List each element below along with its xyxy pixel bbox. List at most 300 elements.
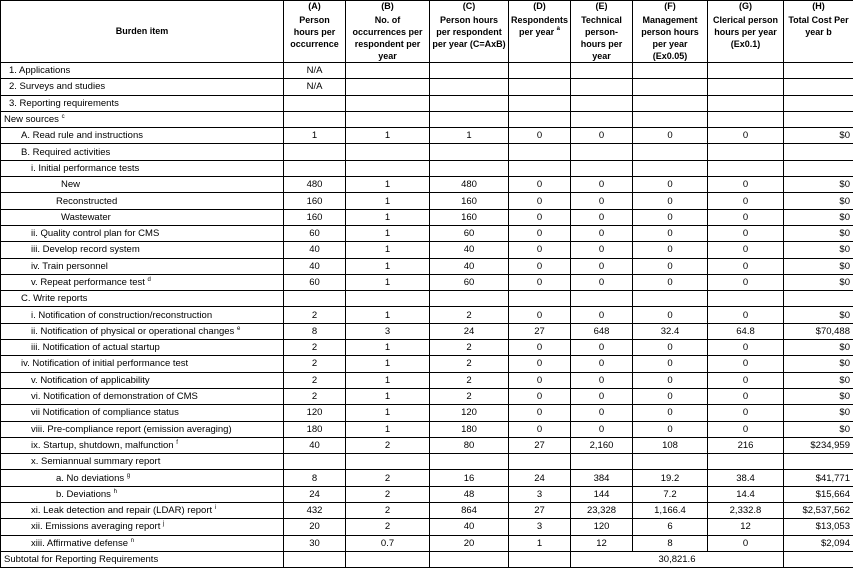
value-cell: 24 [509,470,571,486]
value-cell [509,144,571,160]
value-cell: 0 [509,193,571,209]
value-cell [633,454,708,470]
value-cell: $0 [784,307,853,323]
value-cell [633,160,708,176]
value-cell: 2 [430,340,509,356]
value-cell: 0 [708,274,784,290]
value-cell: 0 [571,356,633,372]
value-cell: 0 [633,388,708,404]
value-cell: 24 [284,486,346,502]
value-cell [784,291,853,307]
header-col-letter: (B) [346,1,430,15]
value-cell [430,95,509,111]
value-cell: $2,094 [784,535,853,551]
table-row [1,372,853,388]
value-cell: 0 [509,242,571,258]
value-cell: 1 [346,421,430,437]
value-cell: 60 [284,274,346,290]
value-cell: 120 [430,405,509,421]
value-cell: 0 [571,177,633,193]
value-cell: 1 [346,372,430,388]
value-cell: 0 [509,177,571,193]
value-cell: $0 [784,356,853,372]
value-cell: 2 [430,372,509,388]
value-cell: 1 [284,128,346,144]
value-cell: $70,488 [784,323,853,339]
value-cell [571,79,633,95]
table-row [1,470,853,486]
value-cell: 40 [430,242,509,258]
value-cell [284,291,346,307]
value-cell: 0 [633,340,708,356]
table-row [1,405,853,421]
value-cell: 0 [708,225,784,241]
value-cell: 160 [284,209,346,225]
table-row [1,388,853,404]
value-cell: 40 [284,258,346,274]
value-cell: 60 [430,225,509,241]
table-row [1,503,853,519]
value-cell: 0 [708,421,784,437]
value-cell: 0 [708,372,784,388]
value-cell: N/A [284,63,346,79]
value-cell: 2 [346,437,430,453]
value-cell: 0 [509,340,571,356]
table-row [1,144,853,160]
value-cell: 23,328 [571,503,633,519]
value-cell: 1 [346,209,430,225]
value-cell: 480 [284,177,346,193]
value-cell [633,291,708,307]
value-cell: 3 [346,323,430,339]
value-cell [633,111,708,127]
value-cell: 2 [284,356,346,372]
value-cell: 60 [284,225,346,241]
value-cell: 0 [509,225,571,241]
value-cell [571,111,633,127]
value-cell: 1 [346,274,430,290]
footnote-marker: a [556,26,560,32]
value-cell: 6 [633,519,708,535]
value-cell [346,79,430,95]
value-cell: 0 [708,258,784,274]
value-cell: 0 [633,128,708,144]
value-cell: 864 [430,503,509,519]
value-cell: 0 [708,405,784,421]
value-cell: 2 [346,503,430,519]
value-cell: $0 [784,388,853,404]
table-row [1,535,853,551]
value-cell: 0 [708,535,784,551]
value-cell: $0 [784,372,853,388]
table-row [1,63,853,79]
value-cell [346,160,430,176]
value-cell: 0 [708,307,784,323]
value-cell [571,95,633,111]
header-col-letter: (D) [509,1,571,15]
table-row [1,454,853,470]
value-cell [708,160,784,176]
value-cell: $0 [784,209,853,225]
burden-item-cell: ii. Notification of physical or operational changes $^e$ [1,323,284,339]
value-cell: 20 [430,535,509,551]
value-cell [708,144,784,160]
table-row [1,225,853,241]
value-cell: 1 [346,193,430,209]
value-cell: 1 [346,258,430,274]
value-cell: 40 [430,258,509,274]
value-cell: 0 [571,372,633,388]
value-cell: 2 [346,470,430,486]
value-cell: 12 [571,535,633,551]
value-cell [509,454,571,470]
value-cell [784,63,853,79]
value-cell: 2 [284,388,346,404]
value-cell: 0 [571,225,633,241]
value-cell: 2 [284,307,346,323]
table-row [1,111,853,127]
value-cell: 8 [633,535,708,551]
value-cell: 1 [346,356,430,372]
value-cell: 0 [633,209,708,225]
value-cell: 0 [509,258,571,274]
table-row [1,486,853,502]
burden-item-cell: ix. Startup, shutdown, malfunction $^f$ [1,437,284,453]
burden-item-cell: Wastewater [1,209,284,225]
value-cell: 0 [708,209,784,225]
value-cell [633,144,708,160]
footnote-marker: h [113,488,117,495]
value-cell [509,63,571,79]
value-cell: 432 [284,503,346,519]
value-cell: 40 [284,242,346,258]
value-cell [430,291,509,307]
value-cell: 0 [571,242,633,258]
burden-item-cell: xiii. Affirmative defense $^n$ [1,535,284,551]
value-cell: $234,959 [784,437,853,453]
value-cell [346,144,430,160]
value-cell [284,95,346,111]
value-cell: 1 [346,225,430,241]
burden-item-cell: vii Notification of compliance status [1,405,284,421]
value-cell [571,160,633,176]
value-cell: 12 [708,519,784,535]
value-cell: $0 [784,405,853,421]
value-cell: 32.4 [633,323,708,339]
value-cell: 30 [284,535,346,551]
table-row [1,95,853,111]
value-cell: 480 [430,177,509,193]
table-row [1,291,853,307]
table-row [1,79,853,95]
value-cell: 38.4 [708,470,784,486]
value-cell: 40 [284,437,346,453]
header-burden-item: Burden item [1,1,284,63]
table-row [1,160,853,176]
value-cell: 20 [284,519,346,535]
table-row [1,193,853,209]
value-cell: 1 [346,405,430,421]
value-cell [708,111,784,127]
value-cell [509,79,571,95]
footnote-marker: j [163,521,165,528]
footnote-marker: g [126,472,131,479]
value-cell: $0 [784,340,853,356]
header-col-desc: Total Cost Per year b [784,14,853,63]
header-col-desc: Person hours per occurrence [284,14,346,63]
value-cell: 0 [509,274,571,290]
header-col-desc: Respondents per year $^a$ [509,14,571,63]
value-cell: 0 [633,177,708,193]
footnote-marker: c [61,114,65,121]
value-cell: 27 [509,323,571,339]
value-cell: 384 [571,470,633,486]
burden-item-cell: xii. Emissions averaging report $^j$ [1,519,284,535]
burden-item-cell: 1. Applications [1,63,284,79]
value-cell: 40 [430,519,509,535]
value-cell: 0 [509,372,571,388]
value-cell [708,63,784,79]
value-cell: 0 [571,307,633,323]
value-cell: 0 [571,405,633,421]
value-cell: 8 [284,470,346,486]
value-cell [346,95,430,111]
value-cell [284,160,346,176]
value-cell: 0 [571,209,633,225]
burden-item-cell: Reconstructed [1,193,284,209]
value-cell [633,63,708,79]
value-cell: 0 [633,258,708,274]
value-cell [784,79,853,95]
table-row [1,209,853,225]
value-cell [346,454,430,470]
value-cell [571,454,633,470]
value-cell [284,144,346,160]
value-cell: 80 [430,437,509,453]
value-cell [430,79,509,95]
table-row [1,421,853,437]
table-row [1,437,853,453]
subtotal-value: 30,821.6 [571,551,784,567]
burden-item-cell: ii. Quality control plan for CMS [1,225,284,241]
value-cell: 0 [633,225,708,241]
value-cell: 1 [346,307,430,323]
value-cell [430,454,509,470]
value-cell: 1 [346,177,430,193]
table-row [1,323,853,339]
table-row [1,340,853,356]
value-cell: 0 [633,356,708,372]
burden-item-cell: 2. Surveys and studies [1,79,284,95]
value-cell: $0 [784,274,853,290]
value-cell: 0 [633,242,708,258]
table-row [1,274,853,290]
value-cell [346,291,430,307]
value-cell: 2 [284,340,346,356]
value-cell: 64.8 [708,323,784,339]
value-cell [784,111,853,127]
value-cell [430,111,509,127]
value-cell [708,95,784,111]
value-cell: 108 [633,437,708,453]
burden-item-cell: C. Write reports [1,291,284,307]
value-cell [346,63,430,79]
value-cell [430,144,509,160]
table-row [1,242,853,258]
value-cell [708,454,784,470]
value-cell [430,63,509,79]
value-cell: 0 [633,307,708,323]
value-cell: 0 [708,177,784,193]
value-cell [784,454,853,470]
header-col-letter: (F) [633,1,708,15]
value-cell: 0 [571,258,633,274]
header-col-desc: No. of occurrences per respondent per year [346,14,430,63]
value-cell: $0 [784,242,853,258]
value-cell: 180 [284,421,346,437]
burden-item-cell: b. Deviations $^h$ [1,486,284,502]
value-cell [784,160,853,176]
footnote-marker: d [147,277,151,283]
footnote-marker: i [214,505,217,512]
footnote-marker: n [130,537,134,544]
value-cell: $0 [784,225,853,241]
value-cell: 3 [509,519,571,535]
value-cell: 0 [509,405,571,421]
header-col-letter: (E) [571,1,633,15]
value-cell: 0 [633,405,708,421]
value-cell: 1,166.4 [633,503,708,519]
table-row [1,519,853,535]
value-cell: $0 [784,177,853,193]
value-cell: 2,332.8 [708,503,784,519]
value-cell [509,291,571,307]
subtotal-row [1,551,853,567]
burden-item-cell: 3. Reporting requirements [1,95,284,111]
header-col-letter: (H) [784,1,853,15]
value-cell: 648 [571,323,633,339]
value-cell: 1 [346,242,430,258]
burden-item-cell: New sources $^c$ [1,111,284,127]
value-cell: 27 [509,503,571,519]
burden-item-cell: i. Initial performance tests [1,160,284,176]
burden-item-cell: v. Notification of applicability [1,372,284,388]
subtotal-label: Subtotal for Reporting Requirements [1,551,284,567]
burden-item-cell: i. Notification of construction/reconstruction [1,307,284,323]
header-col-letter: (C) [430,1,509,15]
value-cell: 3 [509,486,571,502]
burden-item-cell: iii. Develop record system [1,242,284,258]
value-cell: 0 [571,340,633,356]
burden-item-cell: a. No deviations $^g$ [1,470,284,486]
value-cell: 216 [708,437,784,453]
value-cell: 7.2 [633,486,708,502]
value-cell: 0 [509,421,571,437]
value-cell: 0 [708,242,784,258]
value-cell: 16 [430,470,509,486]
value-cell: 0 [708,193,784,209]
table-row [1,307,853,323]
value-cell: 2,160 [571,437,633,453]
value-cell: 2 [430,356,509,372]
value-cell: $0 [784,128,853,144]
value-cell: 160 [284,193,346,209]
value-cell: 0 [571,421,633,437]
value-cell [633,79,708,95]
value-cell: $15,664 [784,486,853,502]
table-row [1,177,853,193]
value-cell: 48 [430,486,509,502]
value-cell: 14.4 [708,486,784,502]
value-cell: 0 [509,209,571,225]
value-cell: $0 [784,421,853,437]
footnote-marker: f [176,439,178,446]
value-cell [633,95,708,111]
value-cell: 0 [708,128,784,144]
value-cell: 0 [509,356,571,372]
burden-item-cell: B. Required activities [1,144,284,160]
value-cell: 1 [346,388,430,404]
header-col-desc: Clerical person hours per year (Ex0.1) [708,14,784,63]
value-cell: 0 [509,128,571,144]
value-cell: 1 [509,535,571,551]
value-cell [346,111,430,127]
burden-item-cell: New [1,177,284,193]
value-cell: 0 [633,274,708,290]
value-cell: 0 [571,274,633,290]
burden-item-cell: iii. Notification of actual startup [1,340,284,356]
value-cell: 0 [571,388,633,404]
value-cell: 2 [430,307,509,323]
value-cell: 0 [571,193,633,209]
value-cell [509,111,571,127]
value-cell: 0 [509,307,571,323]
value-cell: 1 [430,128,509,144]
value-cell: 0.7 [346,535,430,551]
value-cell: 0 [509,388,571,404]
value-cell: 120 [284,405,346,421]
burden-item-cell: xi. Leak detection and repair (LDAR) report $^i$ [1,503,284,519]
value-cell: 2 [430,388,509,404]
value-cell: 180 [430,421,509,437]
value-cell: N/A [284,79,346,95]
value-cell: $2,537,562 [784,503,853,519]
value-cell [784,144,853,160]
value-cell: 2 [346,519,430,535]
value-cell: 0 [708,356,784,372]
value-cell: 160 [430,193,509,209]
value-cell: 1 [346,128,430,144]
value-cell [571,63,633,79]
value-cell: 2 [346,486,430,502]
value-cell: 120 [571,519,633,535]
value-cell: 24 [430,323,509,339]
value-cell: 60 [430,274,509,290]
table-row [1,356,853,372]
table-row [1,128,853,144]
value-cell [571,144,633,160]
burden-item-cell: x. Semiannual summary report [1,454,284,470]
header-col-desc: Person hours per respondent per year (C=AxB) [430,14,509,63]
value-cell: $0 [784,258,853,274]
value-cell: $41,771 [784,470,853,486]
burden-item-cell: iv. Notification of initial performance test [1,356,284,372]
value-cell: 0 [633,193,708,209]
value-cell [708,79,784,95]
value-cell: 0 [633,421,708,437]
burden-item-cell: vi. Notification of demonstration of CMS [1,388,284,404]
value-cell: $0 [784,193,853,209]
